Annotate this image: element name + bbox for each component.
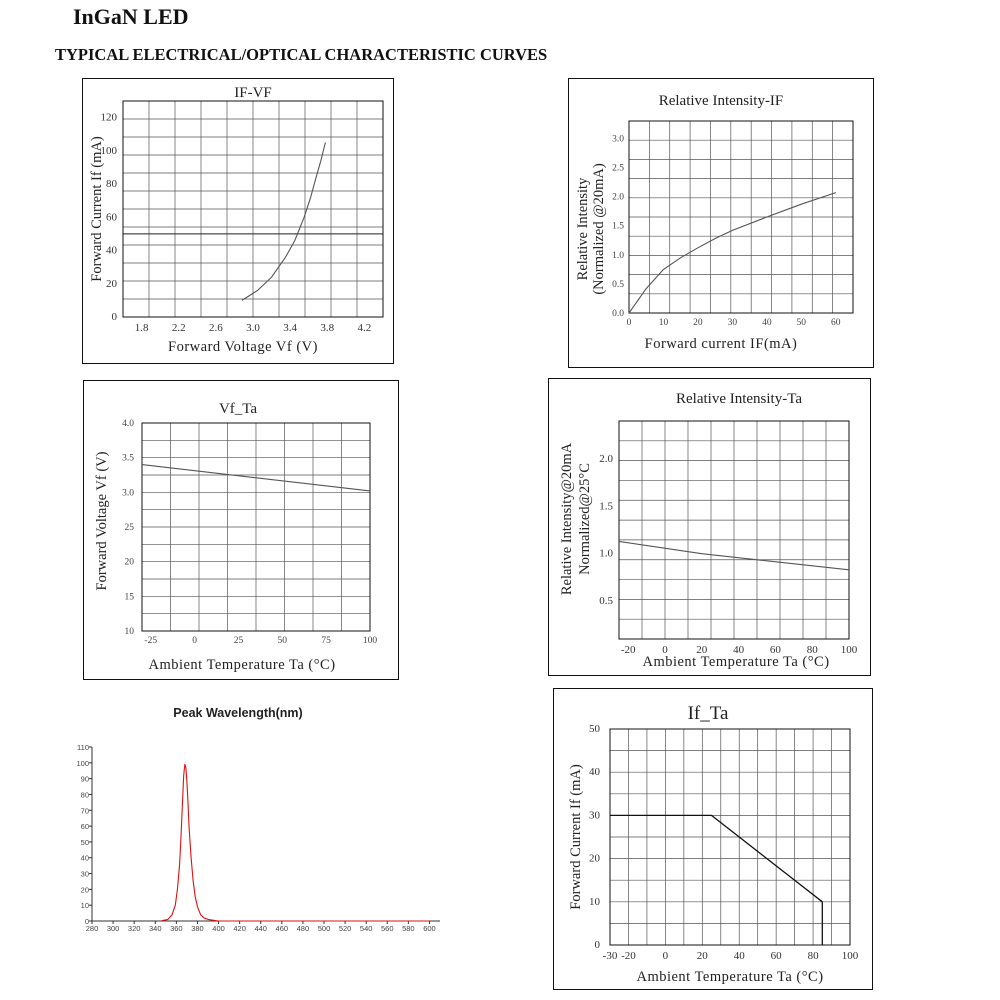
x-tick-label: -30	[602, 950, 618, 962]
y-tick-label: 0.5	[599, 595, 613, 608]
y-tick-label: 80	[80, 790, 89, 800]
y-tick-label: 3.0	[122, 488, 134, 499]
chart-panel-vf-ta	[83, 380, 399, 680]
y-tick-label: 0.0	[612, 309, 624, 319]
y-tick-label: 40	[106, 244, 117, 257]
x-tick-label: 100	[841, 950, 859, 962]
x-tick-label: 80	[807, 950, 819, 962]
chart-panel-if-ta	[553, 688, 873, 990]
x-tick-label: 500	[317, 924, 331, 933]
y-tick-label: 80	[106, 178, 117, 191]
chart-panel-relative-intensity-if	[568, 78, 874, 368]
x-tick-label: 100	[362, 636, 378, 646]
y-tick-label: 1.0	[599, 547, 613, 560]
x-tick-label: 50	[796, 318, 807, 328]
y-tick-label: 3.5	[122, 453, 134, 464]
y-tick-label: 25	[124, 523, 134, 533]
y-axis-label: Relative Intensity	[575, 177, 591, 281]
chart-panel-peak-wavelength	[60, 695, 460, 945]
x-axis-label: Forward current IF(mA)	[644, 336, 798, 352]
y-tick-label: 30	[80, 869, 89, 879]
y-tick-label: 10	[124, 627, 134, 637]
chart-title: Vf_Ta	[218, 401, 258, 417]
grid	[142, 423, 370, 631]
x-tick-label: 75	[321, 636, 331, 646]
y-axis-label: Normalized@25°C	[577, 463, 593, 575]
grid	[123, 101, 383, 317]
x-tick-label: 340	[149, 924, 162, 933]
y-tick-label: 20	[124, 557, 134, 568]
y-tick-label: 15	[124, 592, 134, 603]
x-tick-label: 20	[696, 950, 708, 962]
x-tick-label: 320	[127, 924, 141, 933]
y-tick-label: 0	[111, 311, 117, 323]
x-axis-label: Ambient Temperature Ta (°C)	[642, 654, 830, 670]
x-tick-label: 20	[696, 644, 708, 656]
y-tick-label: 2.5	[612, 163, 624, 174]
y-axis-label: Forward Current If (mA)	[89, 136, 105, 282]
x-tick-label: -20	[621, 950, 636, 962]
y-tick-label: 120	[100, 111, 117, 124]
x-tick-label: 60	[831, 318, 841, 328]
y-tick-label: 30	[589, 809, 600, 822]
x-tick-label: -20	[620, 644, 636, 656]
x-tick-label: 10	[658, 318, 669, 328]
x-tick-label: 30	[727, 318, 738, 328]
chart-title: If_Ta	[687, 703, 729, 724]
x-tick-label: 600	[423, 924, 436, 933]
y-tick-label: 1.5	[599, 500, 613, 513]
chart-svg	[569, 79, 875, 369]
x-tick-label: 580	[402, 924, 415, 933]
y-tick-label: 90	[80, 774, 89, 784]
x-tick-label: 60	[769, 644, 781, 656]
x-tick-label: 480	[296, 924, 310, 933]
y-tick-label: 50	[80, 837, 89, 847]
x-tick-label: 0	[626, 318, 632, 328]
y-tick-label: 60	[106, 211, 117, 224]
x-tick-label: 420	[233, 924, 246, 933]
y-tick-label: 10	[589, 895, 600, 908]
y-tick-label: 1.0	[612, 250, 624, 261]
x-tick-label: 80	[806, 644, 818, 656]
chart-title: IF-VF	[234, 85, 272, 101]
y-tick-label: 100	[76, 758, 89, 768]
page-title: InGaN LED	[73, 4, 189, 29]
chart-svg	[554, 689, 874, 991]
x-tick-label: 3.8	[320, 322, 335, 334]
y-axis-label: Forward Voltage Vf (V)	[94, 451, 110, 591]
chart-svg	[84, 381, 400, 681]
x-tick-label: 25	[233, 636, 244, 646]
x-tick-label: 60	[770, 950, 782, 962]
x-tick-label: 20	[693, 318, 703, 328]
series-line	[161, 764, 430, 921]
x-tick-label: 4.2	[357, 322, 372, 334]
x-tick-label: 280	[85, 924, 99, 933]
x-tick-label: 400	[212, 924, 225, 933]
x-tick-label: 100	[840, 644, 858, 656]
x-tick-label: 560	[381, 924, 394, 933]
chart-svg	[60, 695, 460, 945]
x-tick-label: 1.8	[134, 322, 149, 334]
x-axis-label: Ambient Temperature Ta (°C)	[148, 657, 336, 673]
y-tick-label: 0	[594, 939, 600, 951]
chart-title: Relative Intensity-IF	[658, 93, 784, 109]
y-tick-label: 2.0	[612, 192, 624, 203]
x-tick-label: 0	[662, 644, 668, 656]
x-tick-label: 460	[275, 924, 289, 933]
x-tick-label: 520	[338, 924, 352, 933]
y-tick-label: 3.0	[612, 134, 624, 145]
x-tick-label: -25	[144, 636, 158, 646]
grid	[610, 729, 850, 945]
x-tick-label: 300	[106, 924, 120, 933]
x-tick-label: 0	[192, 636, 197, 646]
y-tick-label: 50	[589, 723, 600, 735]
chart-panel-if-vf	[82, 78, 394, 364]
y-tick-label: 2.0	[599, 452, 613, 465]
y-tick-label: 0.5	[612, 279, 624, 290]
chart-title: Peak Wavelength(nm)	[173, 706, 303, 720]
x-tick-label: 3.4	[283, 322, 298, 334]
x-tick-label: 3.0	[246, 322, 260, 334]
x-tick-label: 40	[733, 644, 745, 656]
y-tick-label: 0	[84, 917, 89, 926]
y-tick-label: 20	[80, 885, 89, 895]
chart-title: Relative Intensity-Ta	[676, 391, 802, 407]
series-line	[629, 193, 836, 313]
y-tick-label: 1.5	[612, 221, 624, 232]
chart-svg	[83, 79, 395, 365]
grid	[619, 421, 849, 639]
x-tick-label: 40	[733, 950, 745, 962]
y-tick-label: 20	[106, 277, 117, 290]
x-tick-label: 360	[170, 924, 183, 933]
y-tick-label: 4.0	[122, 419, 134, 429]
y-tick-label: 70	[80, 806, 89, 816]
y-axis-label: (Normalized @20mA)	[591, 163, 607, 295]
y-tick-label: 100	[100, 144, 117, 157]
series-line	[242, 143, 326, 301]
y-tick-label: 20	[589, 852, 600, 865]
chart-panel-relative-intensity-ta	[548, 378, 871, 676]
grid	[629, 121, 853, 313]
x-tick-label: 2.6	[208, 322, 223, 334]
y-tick-label: 40	[589, 766, 600, 779]
page-subtitle: TYPICAL ELECTRICAL/OPTICAL CHARACTERISTIC CURVES	[55, 45, 548, 64]
y-tick-label: 10	[80, 901, 89, 911]
y-tick-label: 110	[77, 743, 89, 752]
x-tick-label: 40	[762, 318, 772, 328]
y-tick-label: 40	[80, 853, 89, 863]
x-tick-label: 0	[662, 950, 669, 962]
y-tick-label: 60	[80, 822, 89, 832]
y-axis-label: Relative Intensity@20mA	[559, 442, 575, 596]
x-axis-label: Forward Voltage Vf (V)	[168, 339, 318, 355]
x-axis-label: Ambient Temperature Ta (°C)	[636, 969, 824, 985]
x-tick-label: 440	[254, 924, 267, 933]
y-axis-label: Forward Current If (mA)	[568, 764, 584, 910]
x-tick-label: 540	[359, 924, 373, 933]
x-tick-label: 50	[277, 636, 288, 646]
x-tick-label: 380	[191, 924, 204, 933]
chart-svg	[549, 379, 872, 677]
x-tick-label: 2.2	[171, 322, 186, 334]
